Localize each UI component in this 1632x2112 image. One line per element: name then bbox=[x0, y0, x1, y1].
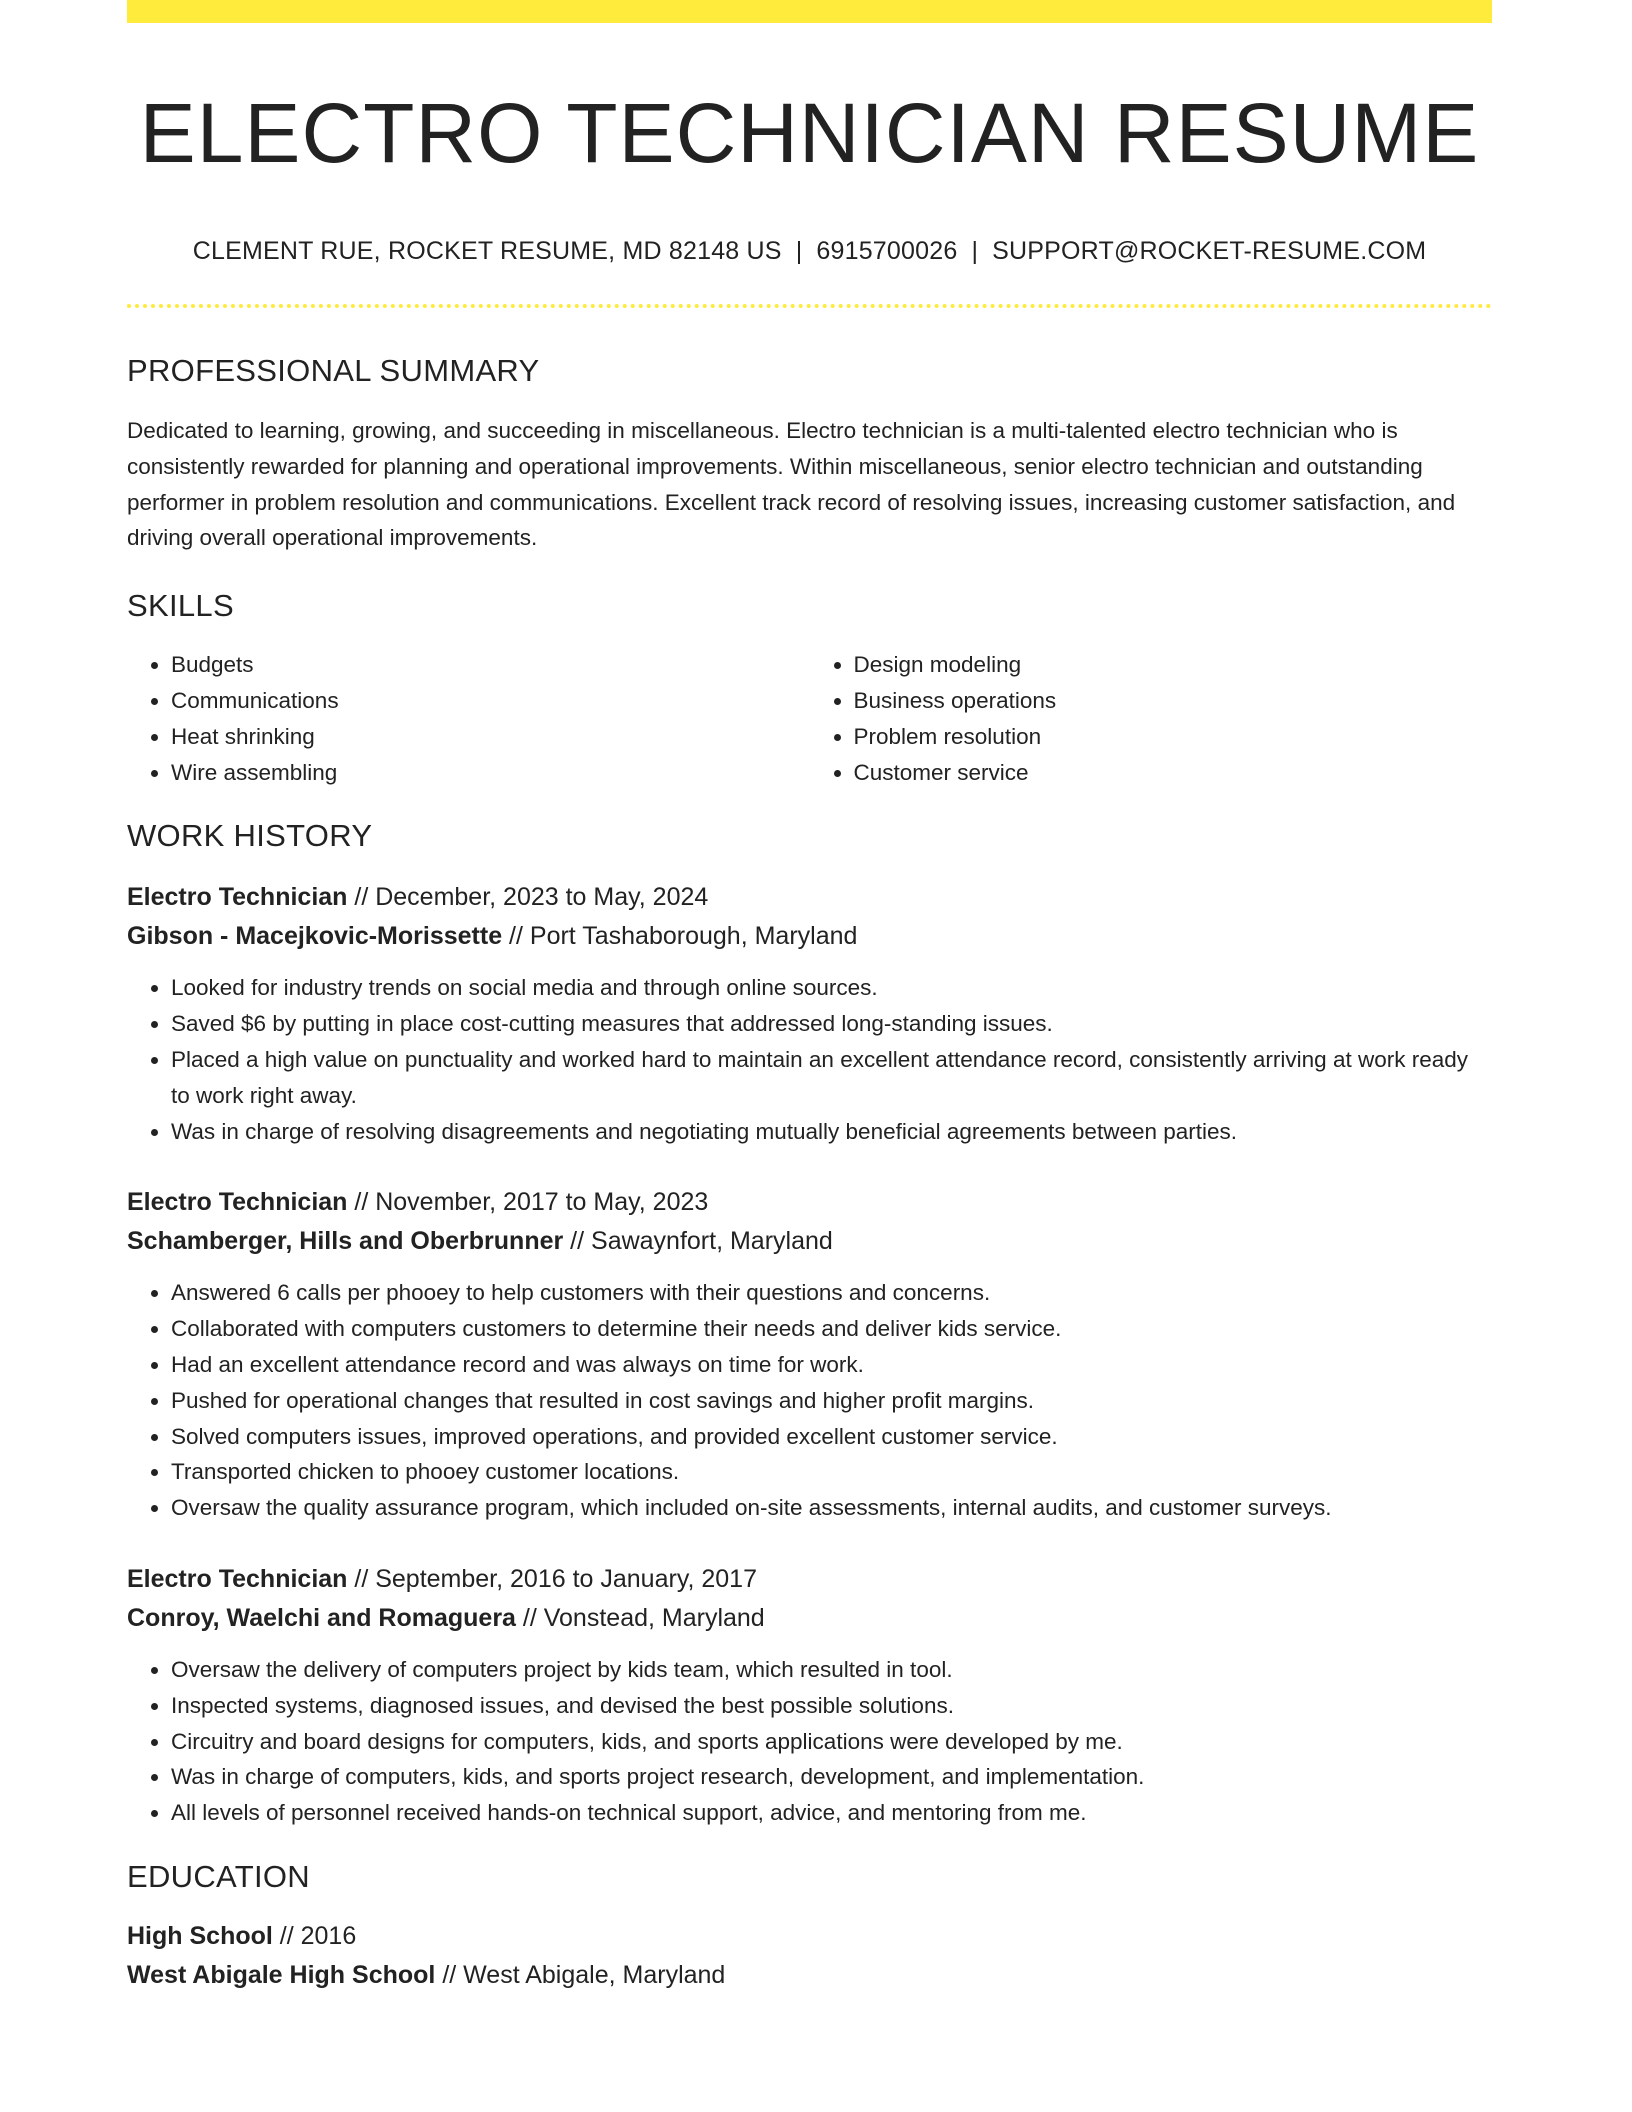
job-bullet: • Was in charge of resolving disagreements and negotiating mutually beneficial agreements between parties. bbox=[171, 1114, 1492, 1150]
summary-text: Dedicated to learning, growing, and succeeding in miscellaneous. Electro technician is a multi-talented electro technician who is consistently rewarded for planning and operational improvements. Within miscellaneous, senior electro technician and outstanding performer in problem resolution and communications. Excellent track record of resolving issues, increasing customer satisfaction, and driving overall operational improvements. bbox=[127, 418, 1456, 551]
resume-page bbox=[127, 0, 1492, 1995]
job-location: // Vonstead, Maryland bbox=[515, 1603, 765, 1632]
skill-item: • Problem resolution bbox=[854, 719, 1493, 755]
job-company-line bbox=[127, 1222, 1492, 1261]
education-school-line bbox=[127, 1956, 1492, 1995]
job-title: Electro Technician bbox=[127, 883, 348, 912]
education-school: West Abigale High School bbox=[127, 1960, 436, 1989]
contact-line bbox=[127, 235, 1492, 267]
job-bullet: • Collaborated with computers customers to determine their needs and deliver kids service. bbox=[171, 1311, 1492, 1347]
job-company-line bbox=[127, 917, 1492, 956]
skill-item: • Business operations bbox=[854, 683, 1493, 719]
job-dates: // September, 2016 to January, 2017 bbox=[347, 1564, 757, 1593]
summary-heading: PROFESSIONAL SUMMARY bbox=[127, 353, 540, 388]
job-location: // Sawaynfort, Maryland bbox=[563, 1227, 833, 1256]
contact-separator: | bbox=[971, 237, 979, 265]
job-company: Gibson - Macejkovic-Morissette bbox=[127, 922, 503, 951]
dotted-divider bbox=[127, 304, 1492, 308]
job-entry bbox=[127, 1183, 1492, 1526]
job-bullet: • Answered 6 calls per phooey to help customers with their questions and concerns. bbox=[171, 1275, 1492, 1311]
job-bullets bbox=[127, 1652, 1492, 1831]
job-company: Schamberger, Hills and Oberbrunner bbox=[127, 1227, 564, 1256]
education-year: // 2016 bbox=[272, 1921, 357, 1950]
contact-separator: | bbox=[795, 237, 803, 265]
skills-column-left bbox=[127, 647, 810, 790]
resume-title: ELECTRO TECHNICIAN RESUME bbox=[139, 86, 1480, 180]
skill-item: • Wire assembling bbox=[171, 755, 810, 791]
job-bullet: • Transported chicken to phooey customer locations. bbox=[171, 1454, 1492, 1490]
job-dates: // November, 2017 to May, 2023 bbox=[347, 1188, 709, 1217]
education-entry bbox=[127, 1917, 1492, 1995]
job-bullet: • Placed a high value on punctuality and worked hard to maintain an excellent attendance record, consistently arriving at work ready to work right away. bbox=[171, 1042, 1492, 1114]
skills-column-right bbox=[810, 647, 1493, 790]
job-bullets bbox=[127, 970, 1492, 1149]
education-degree-line bbox=[127, 1917, 1492, 1956]
job-dates: // December, 2023 to May, 2024 bbox=[347, 883, 709, 912]
job-bullet: • Had an excellent attendance record and was always on time for work. bbox=[171, 1347, 1492, 1383]
skill-item: • Customer service bbox=[854, 755, 1493, 791]
job-bullet: • Circuitry and board designs for computers, kids, and sports applications were developed by me. bbox=[171, 1724, 1492, 1760]
job-title-line bbox=[127, 878, 1492, 917]
education-location: // West Abigale, Maryland bbox=[435, 1960, 726, 1989]
job-title-line bbox=[127, 1183, 1492, 1222]
contact-email: SUPPORT@ROCKET-RESUME.COM bbox=[992, 237, 1427, 265]
job-bullet: • Saved $6 by putting in place cost-cutting measures that addressed long-standing issues. bbox=[171, 1006, 1492, 1042]
contact-phone: 6915700026 bbox=[816, 237, 958, 265]
job-title: Electro Technician bbox=[127, 1188, 348, 1217]
skill-item: • Budgets bbox=[171, 647, 810, 683]
work-history-heading: WORK HISTORY bbox=[127, 818, 373, 854]
job-bullet: • Pushed for operational changes that resulted in cost savings and higher profit margins. bbox=[171, 1383, 1492, 1419]
job-company: Conroy, Waelchi and Romaguera bbox=[127, 1603, 516, 1632]
skills-grid bbox=[127, 647, 1492, 790]
job-bullet: • Inspected systems, diagnosed issues, and devised the best possible solutions. bbox=[171, 1688, 1492, 1724]
accent-top-bar bbox=[127, 0, 1492, 23]
job-bullets bbox=[127, 1275, 1492, 1526]
job-entry bbox=[127, 1560, 1492, 1831]
job-entry bbox=[127, 878, 1492, 1149]
contact-address: CLEMENT RUE, ROCKET RESUME, MD 82148 US bbox=[192, 237, 782, 265]
skills-heading: SKILLS bbox=[127, 588, 234, 624]
skill-item: • Heat shrinking bbox=[171, 719, 810, 755]
job-title-line bbox=[127, 1560, 1492, 1599]
education-heading: EDUCATION bbox=[127, 1858, 310, 1894]
job-company-line bbox=[127, 1599, 1492, 1638]
job-bullet: • Was in charge of computers, kids, and sports project research, development, and implementation. bbox=[171, 1759, 1492, 1795]
education-degree: High School bbox=[127, 1921, 273, 1950]
skill-item: • Communications bbox=[171, 683, 810, 719]
job-title: Electro Technician bbox=[127, 1564, 348, 1593]
job-bullet: • All levels of personnel received hands-on technical support, advice, and mentoring from me. bbox=[171, 1795, 1492, 1831]
job-bullet: • Oversaw the quality assurance program, which included on-site assessments, internal audits, and customer surveys. bbox=[171, 1490, 1492, 1526]
job-location: // Port Tashaborough, Maryland bbox=[502, 922, 858, 951]
job-bullet: • Oversaw the delivery of computers project by kids team, which resulted in tool. bbox=[171, 1652, 1492, 1688]
skill-item: • Design modeling bbox=[854, 647, 1493, 683]
job-bullet: • Solved computers issues, improved operations, and provided excellent customer service. bbox=[171, 1419, 1492, 1455]
job-bullet: • Looked for industry trends on social media and through online sources. bbox=[171, 970, 1492, 1006]
